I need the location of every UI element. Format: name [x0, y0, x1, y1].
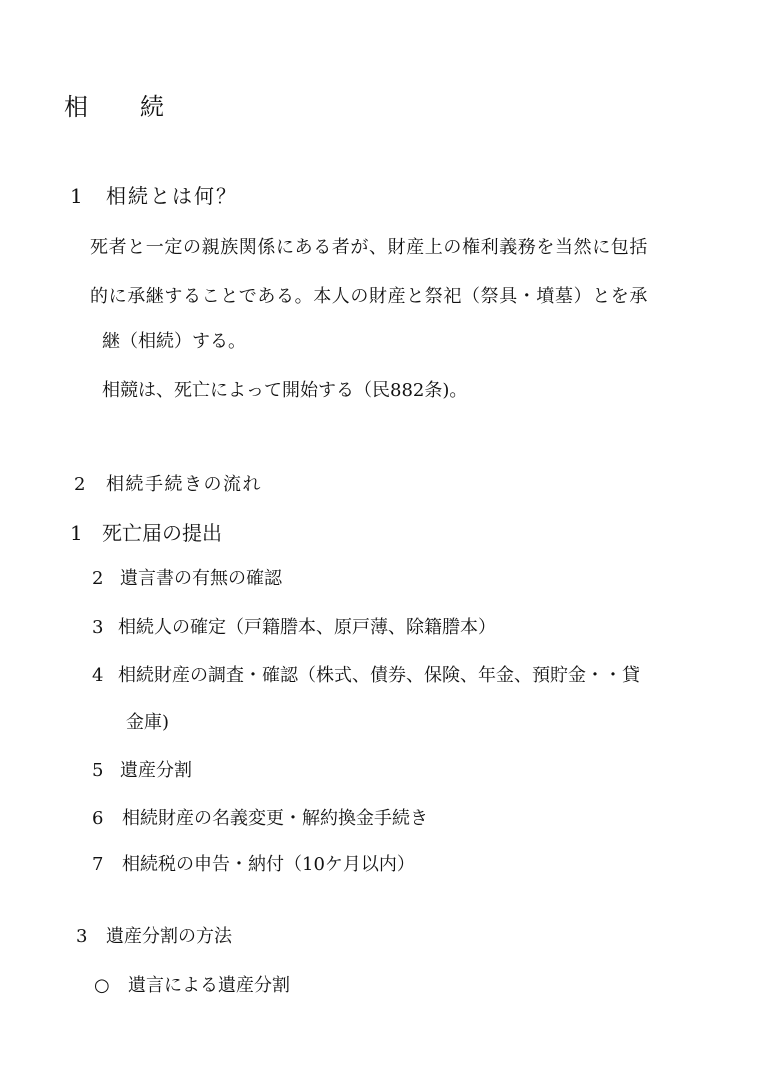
section-1-paragraph-line-1: 死者と一定の親族関係にある者が、財産上の権利義務を当然に包括 [90, 237, 648, 258]
page-title: 相 続 [64, 93, 178, 121]
bullet-item [94, 974, 290, 998]
step-number: 6 [92, 808, 104, 829]
step-item-continuation [126, 711, 169, 735]
step-number: 7 [92, 854, 104, 875]
step-text: 遺言書の有無の確認 [120, 568, 282, 589]
step-item [92, 853, 415, 877]
section-1-heading [70, 183, 238, 209]
step-number: 2 [92, 568, 104, 589]
section-3-title: 遺産分割の方法 [106, 926, 232, 947]
step-item [70, 520, 222, 546]
section-1-number: 1 [70, 184, 83, 208]
section-1-title: 相続とは何？ [106, 184, 238, 208]
step-item [92, 567, 282, 591]
step-text: 相続人の確定（戸籍謄本、原戸薄、除籍謄本） [118, 617, 496, 638]
section-1-paragraph-line-4: 相競は、死亡によって開始する（民882条)。 [102, 380, 468, 401]
step-item [92, 616, 496, 640]
step-number: 1 [70, 521, 83, 545]
step-item [92, 807, 428, 831]
step-number: 4 [92, 665, 104, 686]
section-1-paragraph-line-2: 的に承継することである。本人の財産と祭祀（祭具・墳墓）とを承 [90, 286, 648, 307]
section-3-number: 3 [76, 926, 88, 947]
step-item [92, 759, 192, 783]
step-text: 死亡届の提出 [102, 521, 222, 545]
section-2-heading [74, 473, 262, 497]
section-2-number: 2 [74, 474, 86, 495]
step-text: 相続財産の調査・確認（株式、債券、保険、年金、預貯金・・貸 [118, 665, 640, 686]
step-text: 遺産分割 [120, 760, 192, 781]
section-3-heading [76, 925, 232, 949]
bullet-text: 遺言による遺産分割 [128, 975, 290, 996]
step-number: 5 [92, 760, 104, 781]
step-item [92, 664, 640, 688]
step-text: 金庫) [126, 712, 170, 733]
circle-bullet-icon: ○ [94, 975, 110, 996]
section-1-paragraph-line-3: 継（相続）する。 [102, 331, 246, 352]
step-number: 3 [92, 617, 104, 638]
section-2-title: 相続手続きの流れ [106, 474, 262, 495]
step-text: 相続税の申告・納付（10ケ月以内） [122, 854, 415, 875]
step-text: 相続財産の名義変更・解約換金手続き [122, 808, 428, 829]
